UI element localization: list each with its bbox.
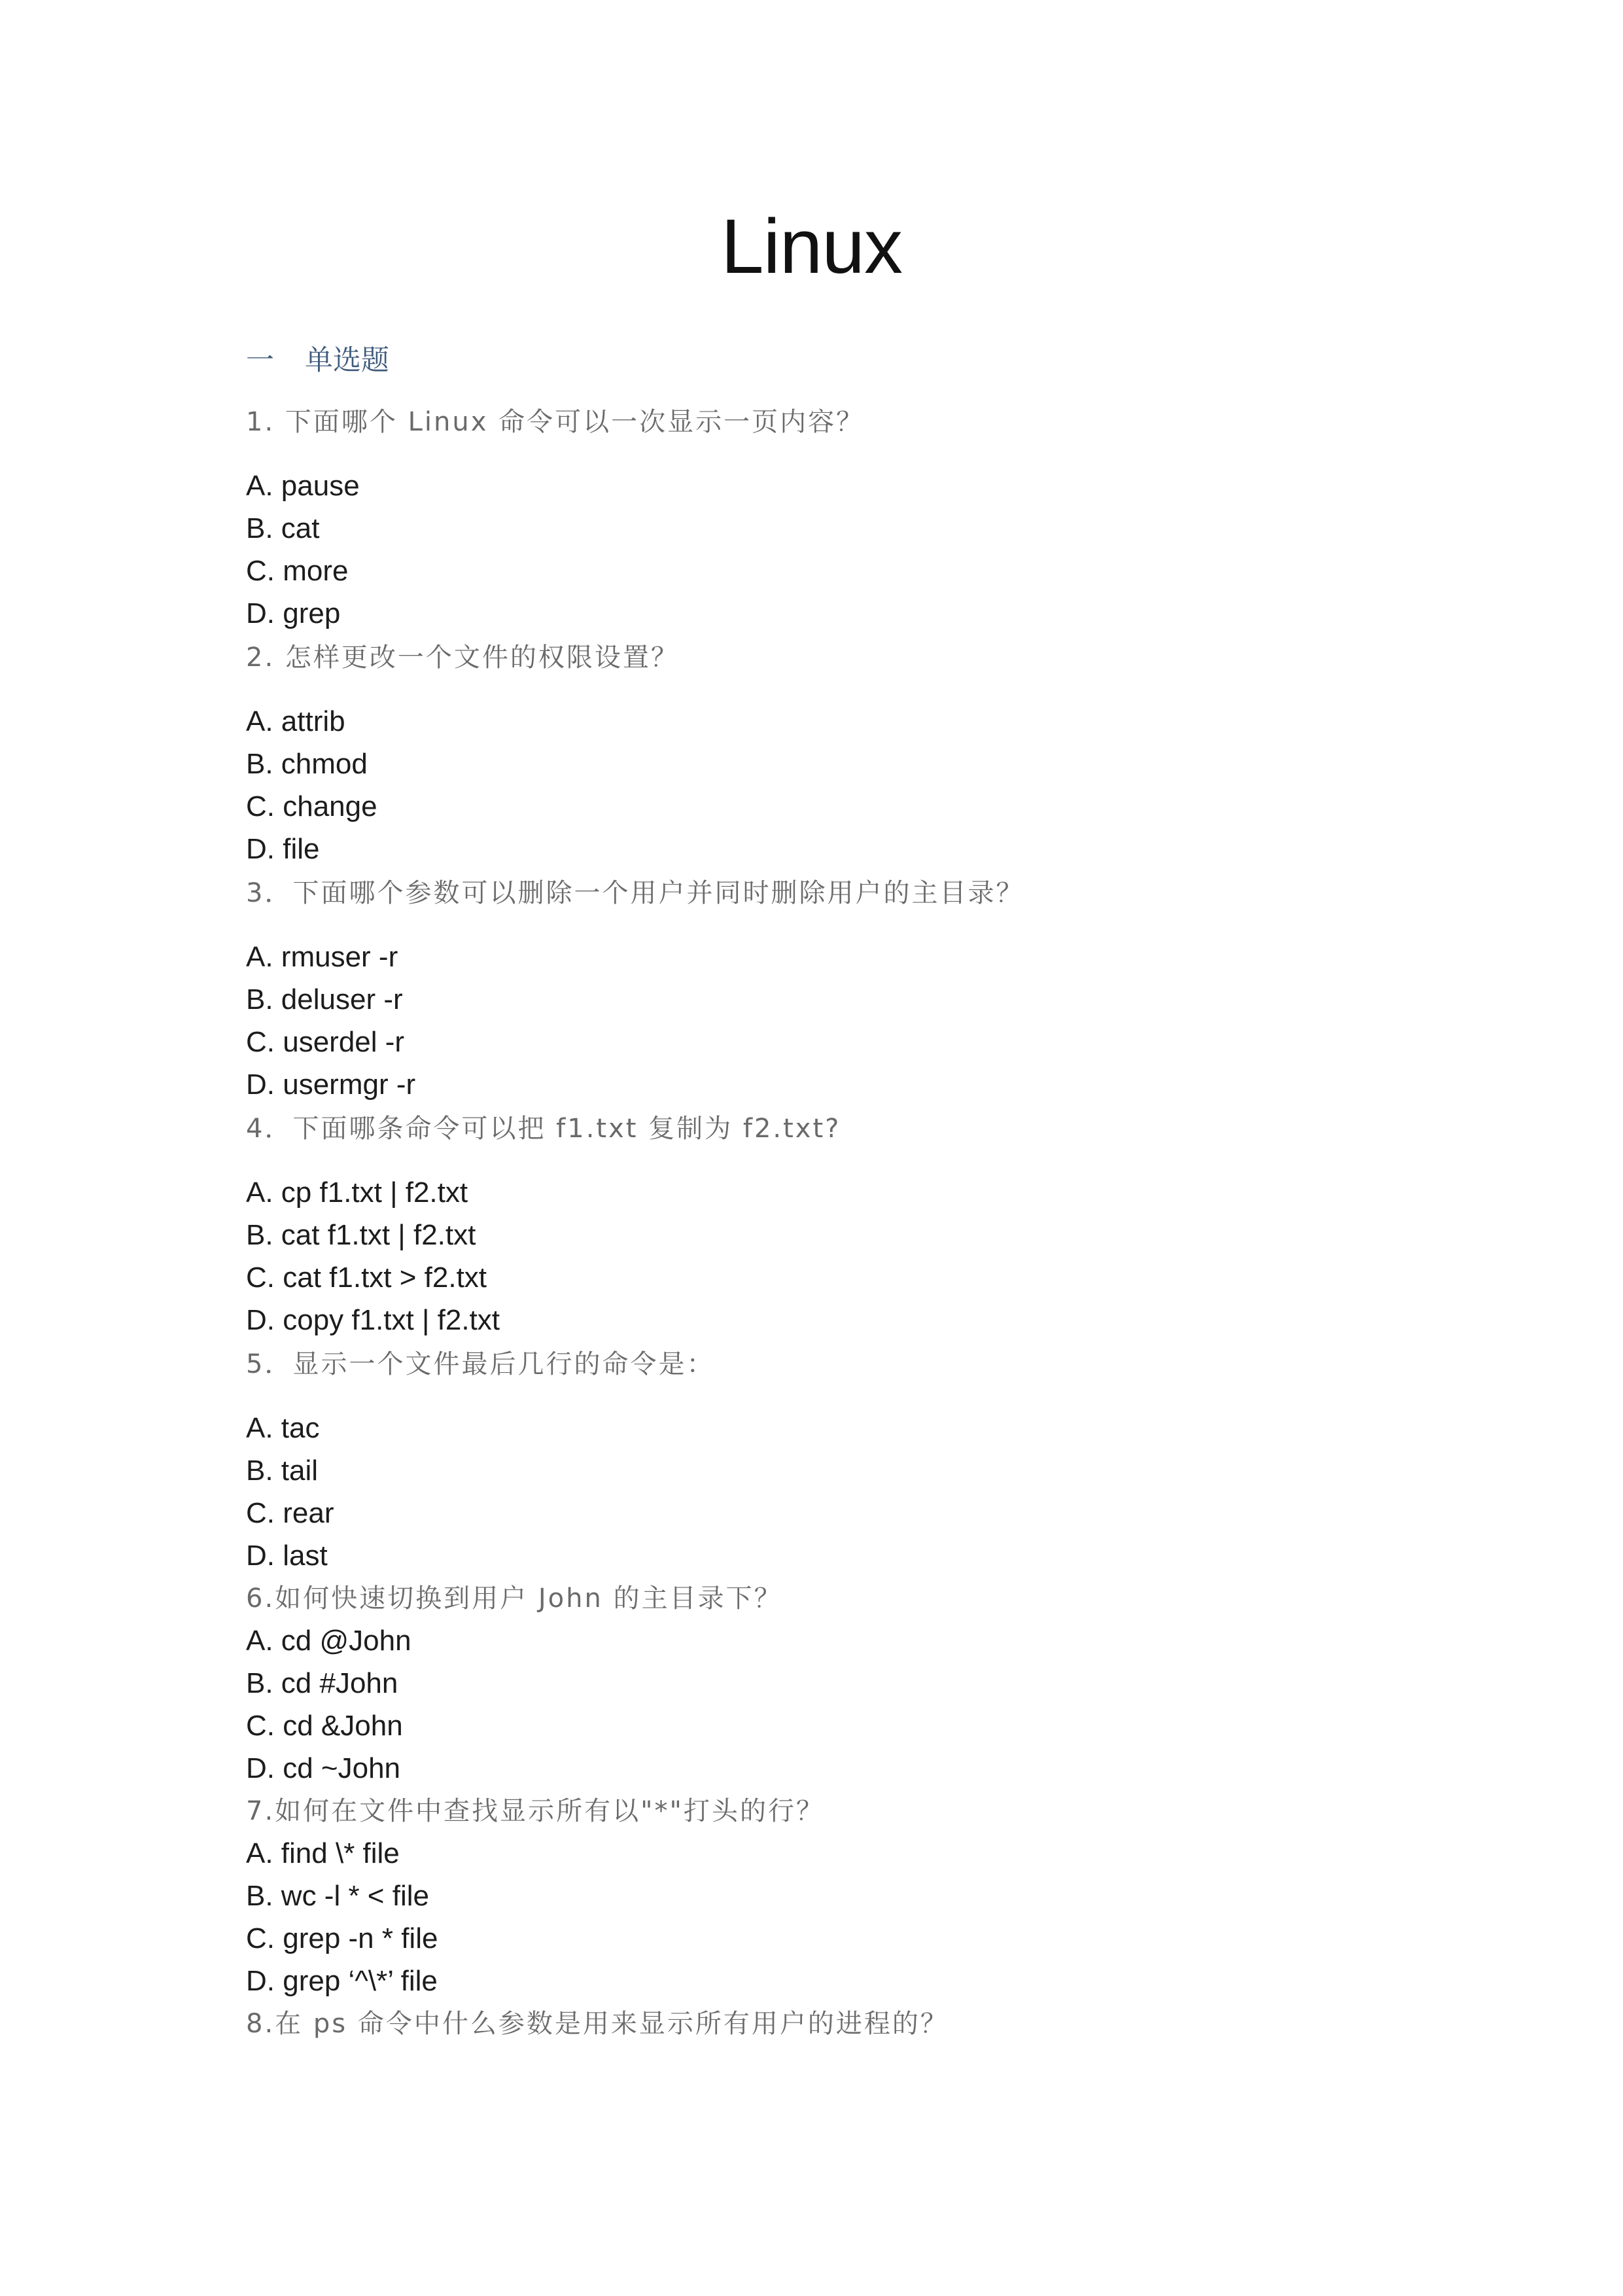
question-2-option-b: B. chmod [246,748,368,780]
question-6: 6.如何快速切换到用户 John 的主目录下？ [246,1583,782,1614]
question-6-option-c: C. cd &John [246,1710,403,1742]
question-7-option-a: A. find \* file [246,1837,400,1869]
section-number: 一 [246,344,274,377]
question-4-option-b: B. cat f1.txt | f2.txt [246,1219,476,1251]
question-7: 7.如何在文件中查找显示所有以"*"打头的行？ [246,1796,824,1826]
question-2-option-a: A. attrib [246,705,345,737]
section-heading [246,344,389,377]
question-6-option-d: D. cd ~John [246,1752,401,1784]
question-1: 1. 下面哪个 Linux 命令可以一次显示一页内容？ [246,407,865,437]
question-5-option-c: C. rear [246,1497,334,1529]
question-7-option-d: D. grep ‘^\*’ file [246,1965,438,1997]
question-4: 4．下面哪条命令可以把 f1.txt 复制为 f2.txt? [246,1114,841,1144]
question-8: 8.在 ps 命令中什么参数是用来显示所有用户的进程的？ [246,2009,949,2039]
question-1-option-a: A. pause [246,470,360,502]
question-6-option-a: A. cd @John [246,1625,411,1657]
question-1-option-b: B. cat [246,512,320,544]
question-3-option-c: C. userdel -r [246,1026,405,1058]
question-5-option-b: B. tail [246,1455,319,1487]
question-2-option-d: D. file [246,833,320,865]
question-7-option-c: C. grep -n * file [246,1922,438,1954]
question-1-option-c: C. more [246,555,349,587]
question-1-option-d: D. grep [246,597,341,629]
question-5-option-a: A. tac [246,1412,320,1444]
question-5-option-d: D. last [246,1540,328,1572]
question-4-option-d: D. copy f1.txt | f2.txt [246,1304,500,1336]
section-label: 单选题 [305,344,389,377]
question-3-option-a: A. rmuser -r [246,941,398,973]
question-2: 2. 怎样更改一个文件的权限设置？ [246,643,679,673]
question-3-option-b: B. deluser -r [246,983,403,1016]
question-4-option-c: C. cat f1.txt > f2.txt [246,1262,487,1294]
question-3-option-d: D. usermgr -r [246,1069,416,1101]
question-4-option-a: A. cp f1.txt | f2.txt [246,1176,468,1209]
question-5: 5．显示一个文件最后几行的命令是： [246,1349,715,1379]
document-title: Linux [720,203,903,290]
question-6-option-b: B. cd #John [246,1667,398,1699]
question-3: 3．下面哪个参数可以删除一个用户并同时删除用户的主目录？ [246,878,1024,908]
question-7-option-b: B. wc -l * < file [246,1880,429,1912]
question-2-option-c: C. change [246,790,377,822]
